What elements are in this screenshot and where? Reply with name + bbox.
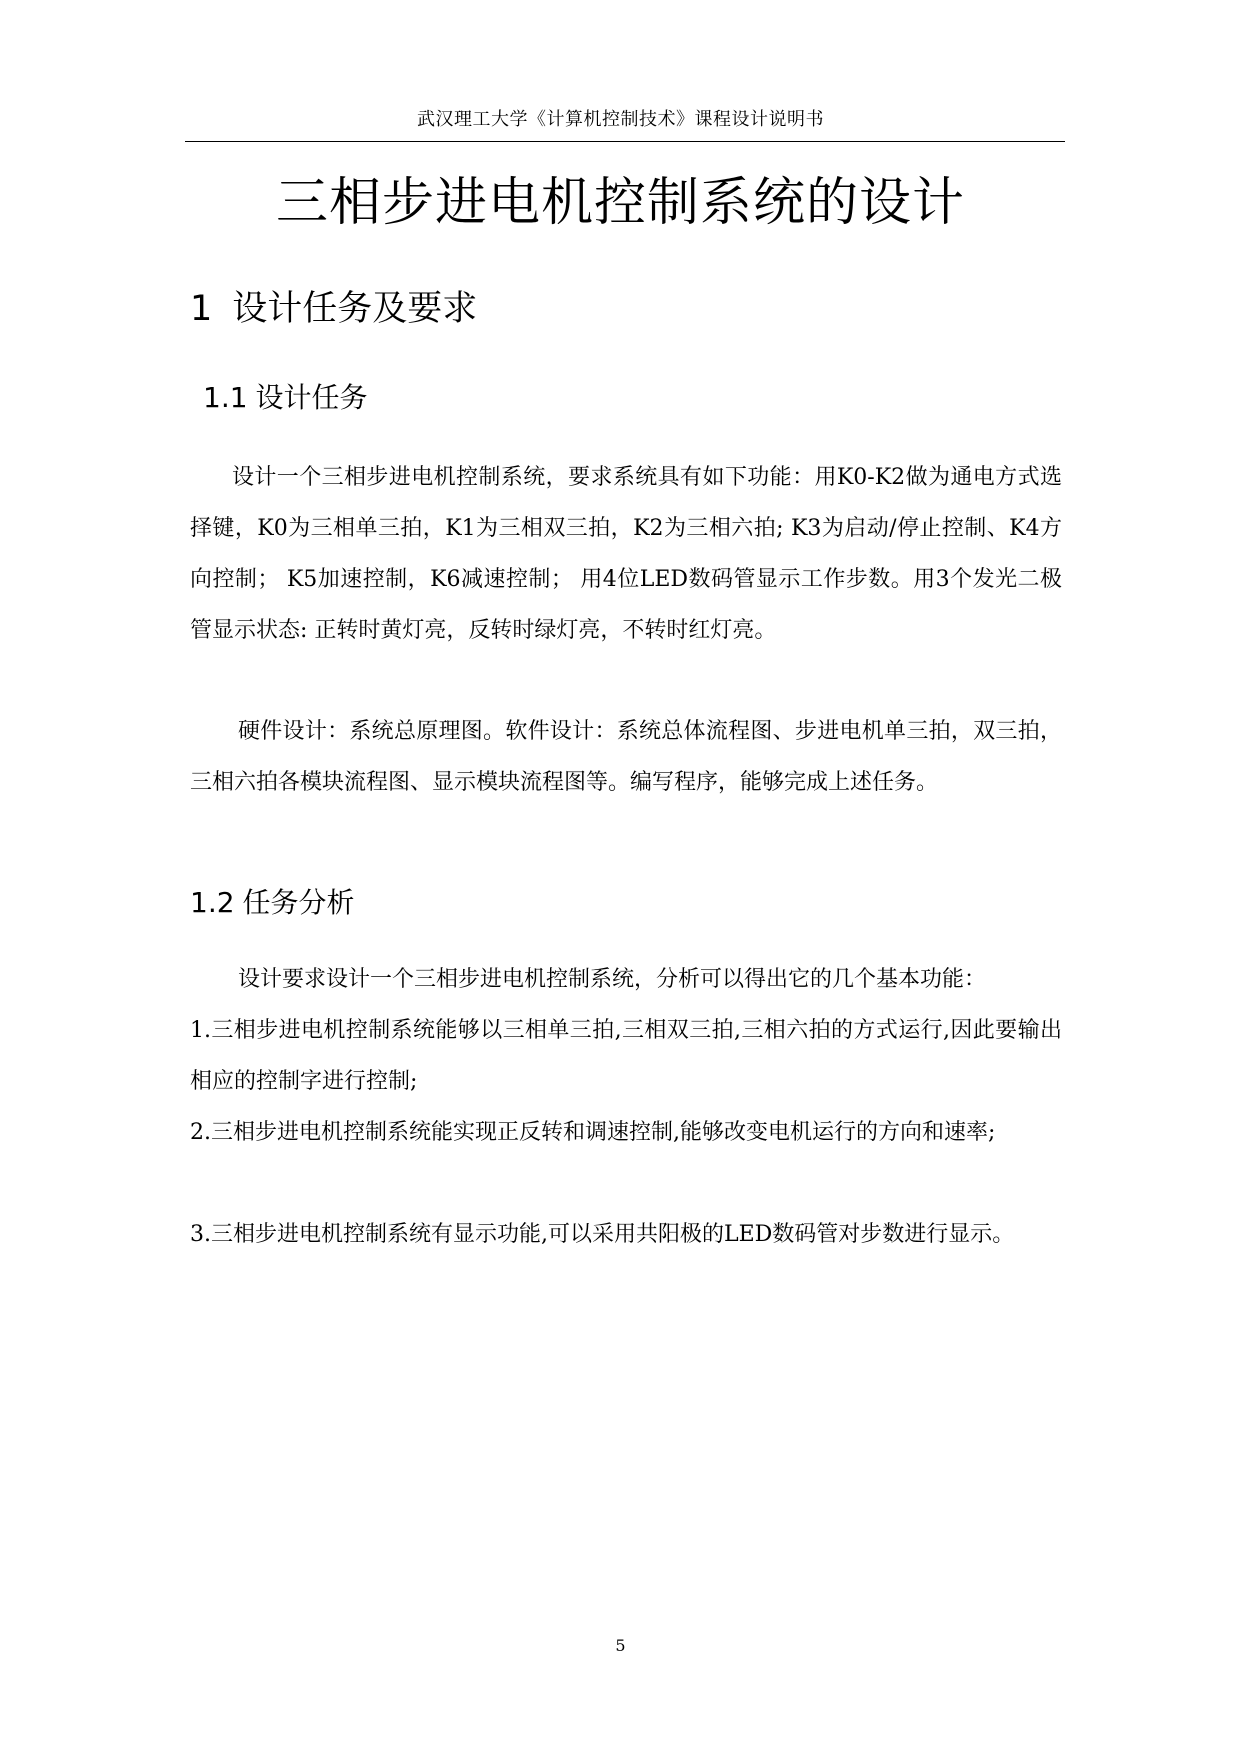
- paragraph-design-task: 设计一个三相步进电机控制系统，要求系统具有如下功能：用K0-K2做为通电方式选择键，K0为三相单三拍，K1为三相双三拍，K2为三相六拍; K3为启动/停止控制、K4方向控制； K5加速控制，K6减速控制； 用4位LED数码管显示工作步数。用3个发光二极管显示状态: 正转时黄灯亮，反转时绿灯亮，不转时红灯亮。: [190, 465, 1062, 643]
- section-title: 设计任务及要求: [232, 289, 478, 329]
- subsection-heading-1-2: [190, 884, 355, 922]
- subsection-number: 1.1: [203, 381, 248, 414]
- subsection-title: 任务分析: [242, 886, 355, 919]
- paragraph-analysis-intro: 设计要求设计一个三相步进电机控制系统，分析可以得出它的几个基本功能：: [238, 967, 987, 992]
- section-heading: [190, 285, 477, 333]
- section-number: 1: [190, 289, 213, 329]
- list-item: 3.三相步进电机控制系统有显示功能,可以采用共阳极的LED数码管对步数进行显示。: [190, 1222, 1015, 1247]
- subsection-title: 设计任务: [255, 381, 368, 414]
- paragraph-hardware-software: 硬件设计：系统总原理图。软件设计：系统总体流程图、步进电机单三拍，双三拍，三相六拍各模块流程图、显示模块流程图等。编写程序，能够完成上述任务。: [190, 719, 1062, 795]
- running-header: 武汉理工大学《计算机控制技术》课程设计说明书: [417, 109, 824, 130]
- list-item: 1.三相步进电机控制系统能够以三相单三拍,三相双三拍,三相六拍的方式运行,因此要输出相应的控制字进行控制;: [190, 1018, 1062, 1094]
- header-divider: [185, 141, 1065, 142]
- list-item: 2.三相步进电机控制系统能实现正反转和调速控制,能够改变电机运行的方向和速率;: [190, 1120, 996, 1145]
- document-title: 三相步进电机控制系统的设计: [275, 173, 965, 233]
- page-number: 5: [615, 1636, 626, 1655]
- subsection-heading-1-1: [203, 379, 368, 417]
- subsection-number: 1.2: [190, 886, 235, 919]
